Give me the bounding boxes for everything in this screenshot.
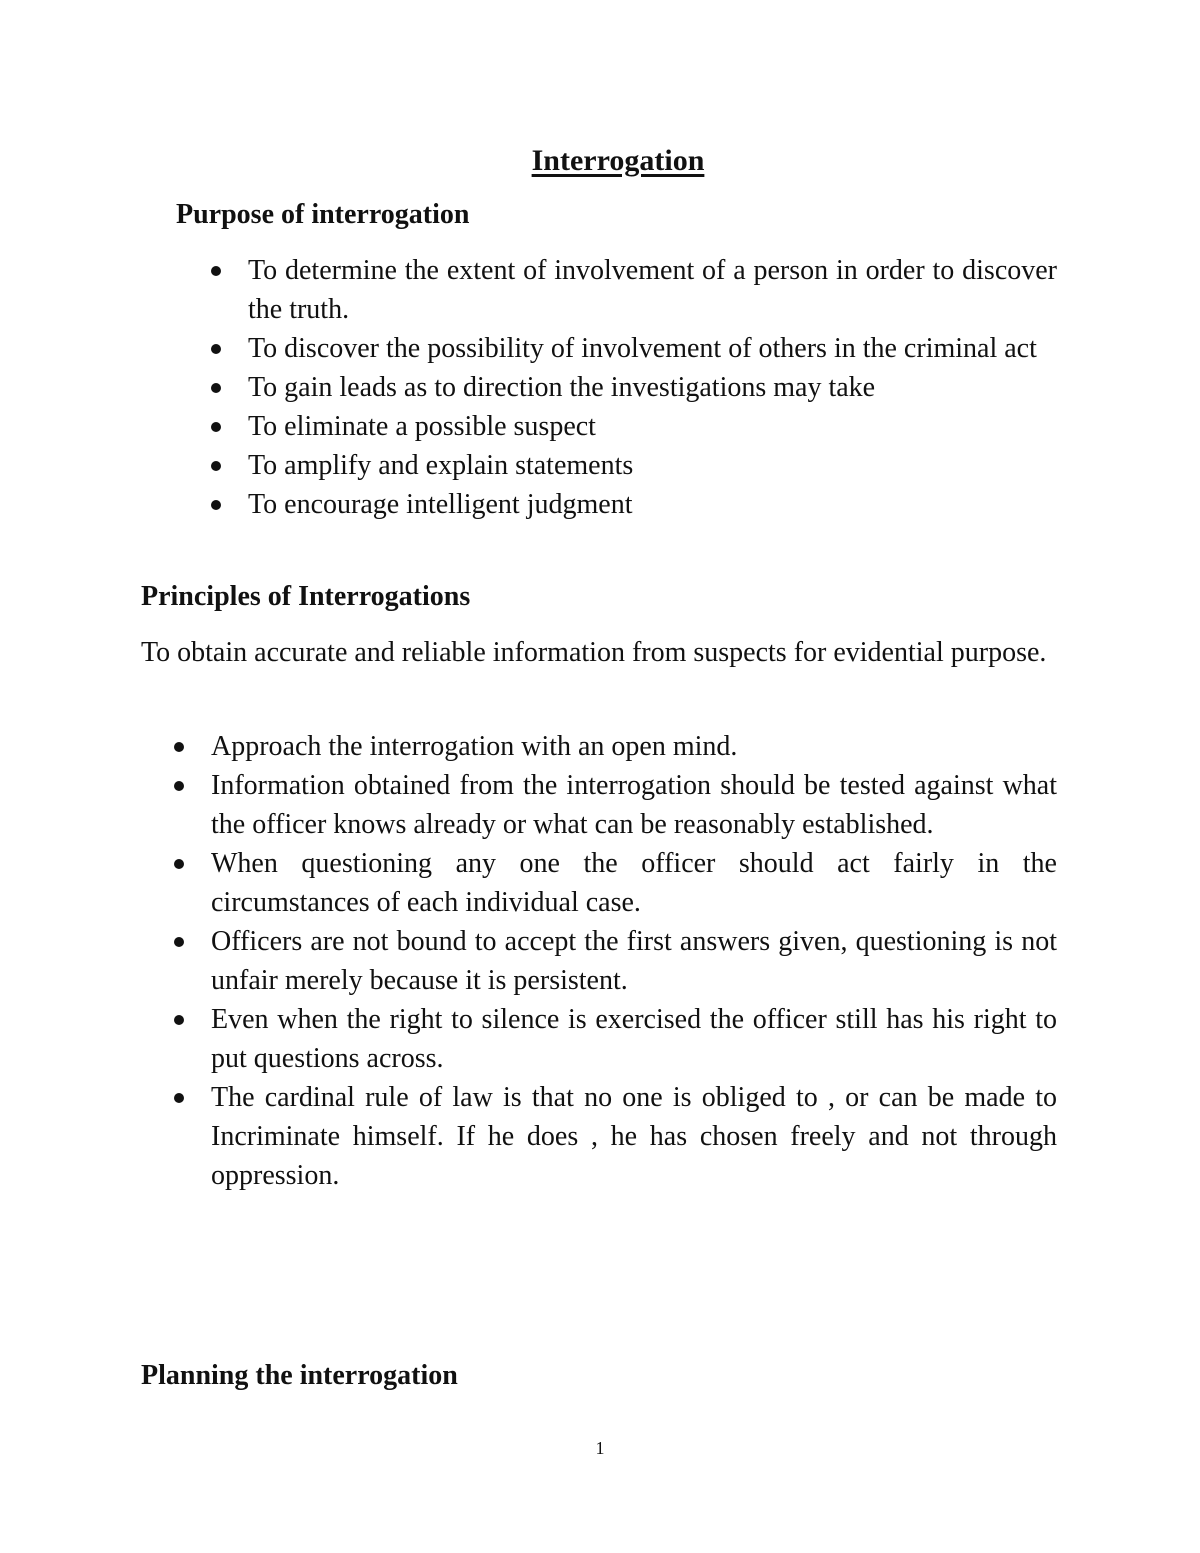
list-item [210,329,1057,368]
principles-intro: To obtain accurate and reliable information from suspects for evidential purpose. [141,637,1047,668]
list-item [173,766,1057,844]
principles-heading: Principles of Interrogations [141,581,471,612]
list-item [210,368,1057,407]
list-item [173,727,1057,766]
bullet-icon [210,329,222,368]
bullet-icon [173,766,185,805]
list-item [173,1078,1057,1195]
list-item-text: To discover the possibility of involvement of others in the criminal act [248,333,1037,364]
bullet-icon [210,446,222,485]
bullet-icon [173,727,185,766]
bullet-icon [210,485,222,524]
list-item-text: The cardinal rule of law is that no one is obliged to , or can be made to Incriminate himself. If he does , he has chosen freely and not through oppression. [211,1082,1057,1191]
principles-list [173,727,1057,1195]
list-item-text: To gain leads as to direction the investigations may take [248,372,876,403]
list-item-text: When questioning any one the officer should act fairly in the circumstances of each individual case. [211,848,1057,918]
list-item [210,251,1057,329]
list-item [173,1000,1057,1078]
list-item-text: Officers are not bound to accept the first answers given, questioning is not unfair merely because it is persistent. [211,926,1057,996]
list-item-text: Approach the interrogation with an open mind. [211,731,738,762]
list-item-text: Information obtained from the interrogation should be tested against what the officer knows already or what can be reasonably established. [211,770,1057,840]
bullet-icon [210,251,222,290]
list-item-text: Even when the right to silence is exercised the officer still has his right to put questions across. [211,1004,1057,1074]
list-item [210,407,1057,446]
list-item-text: To determine the extent of involvement of a person in order to discover the truth. [248,255,1057,325]
planning-heading: Planning the interrogation [141,1360,458,1391]
list-item [173,922,1057,1000]
bullet-icon [173,922,185,961]
list-item [210,485,1057,524]
bullet-icon [173,844,185,883]
purpose-list [210,251,1057,524]
page-number: 1 [595,1438,605,1458]
bullet-icon [210,407,222,446]
bullet-icon [210,368,222,407]
list-item-text: To encourage intelligent judgment [248,489,633,520]
list-item-text: To eliminate a possible suspect [248,411,596,442]
purpose-heading: Purpose of interrogation [176,199,470,230]
bullet-icon [173,1078,185,1117]
list-item [173,844,1057,922]
bullet-icon [173,1000,185,1039]
document-title: Interrogation [531,144,705,177]
list-item [210,446,1057,485]
list-item-text: To amplify and explain statements [248,450,634,481]
